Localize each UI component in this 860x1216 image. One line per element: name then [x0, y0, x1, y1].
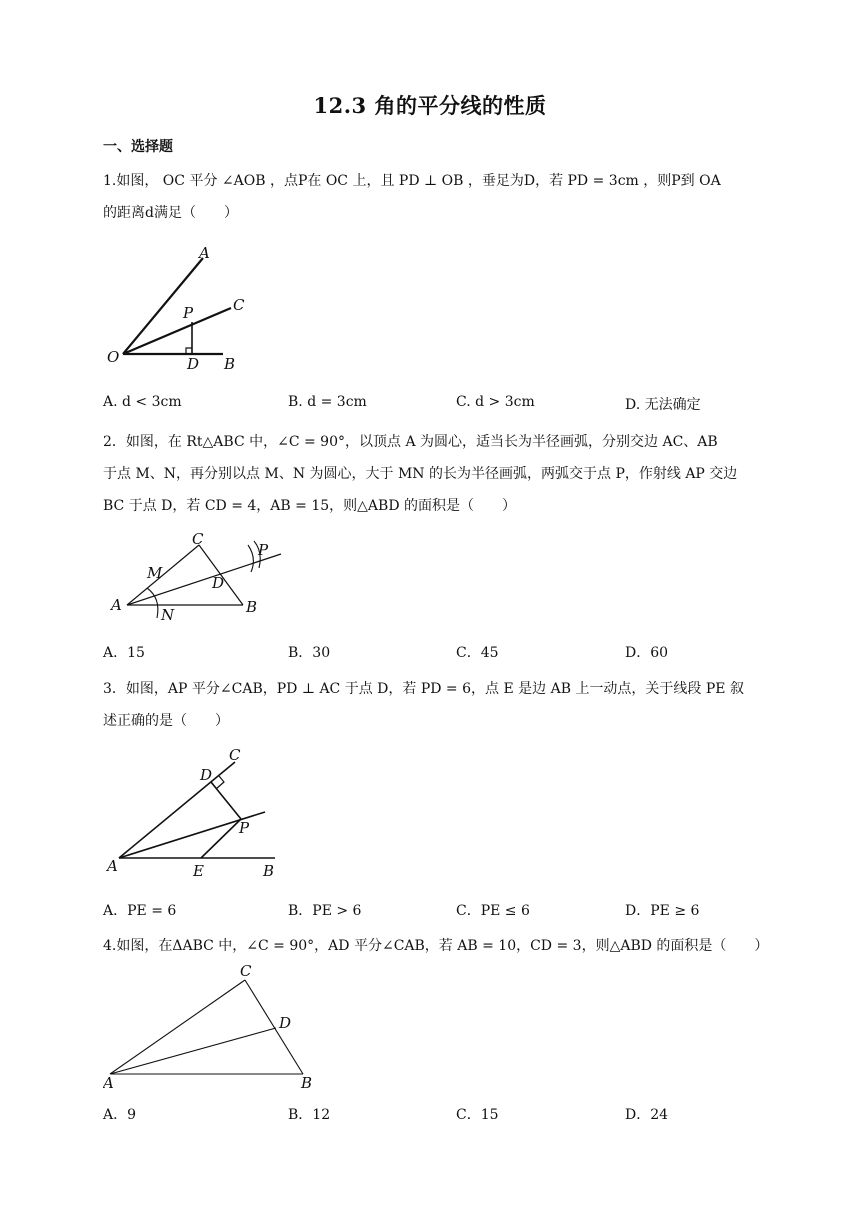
q1-label-c: C: [233, 296, 245, 314]
q2-option-c[interactable]: C．45: [456, 645, 499, 661]
question-3-figure: [103, 742, 293, 884]
question-1-figure: [103, 240, 263, 375]
question-2-stem: [103, 426, 763, 522]
question-3-options: [103, 900, 763, 922]
q1-label-p: P: [183, 304, 194, 322]
q4-option-d[interactable]: D．24: [625, 1107, 669, 1123]
q2-option-d[interactable]: D．60: [625, 645, 669, 661]
q2-label-m: M: [147, 564, 163, 582]
question-1-stem: [103, 165, 763, 229]
q1-option-d[interactable]: D. 无法确定: [625, 397, 701, 413]
question-1-line-1: 1.如图， OC 平分 ∠AOB ，点P在 OC 上，且 PD ⊥ OB ，垂足为D，若 PD = 3cm ，则P到 OA: [103, 173, 721, 189]
q2-option-a[interactable]: A．15: [103, 645, 145, 661]
q4-label-d: D: [279, 1014, 292, 1032]
q2-label-b: B: [246, 598, 258, 616]
question-2-line-1: 2．如图，在 Rt△ABC 中，∠C = 90°，以顶点 A 为圆心，适当长为半径画弧，分别交边 AC、AB: [103, 434, 718, 450]
q3-option-c[interactable]: C．PE ≤ 6: [456, 903, 530, 919]
q1-label-o: O: [107, 348, 120, 366]
q1-label-a: A: [199, 244, 210, 262]
question-3-stem: [103, 673, 763, 737]
question-4-figure: [103, 960, 333, 1094]
q1-option-b[interactable]: B. d = 3cm: [288, 394, 367, 410]
q1-option-a[interactable]: A. d < 3cm: [103, 394, 182, 410]
q2-option-b[interactable]: B．30: [288, 645, 331, 661]
question-4-stem: [103, 930, 769, 962]
q2-label-c: C: [192, 530, 204, 548]
question-3-line-2: 述正确的是（ ）: [103, 713, 229, 729]
section-heading: 一、选择题: [103, 139, 173, 155]
question-2-line-2: 于点 M、N，再分别以点 M、N 为圆心，大于 MN 的长为半径画弧，两弧交于点 P，作射线 AP 交边: [103, 466, 738, 482]
q3-label-a: A: [107, 857, 118, 875]
question-2-options: [103, 642, 763, 664]
q4-label-b: B: [301, 1074, 313, 1092]
q1-option-c[interactable]: C. d > 3cm: [456, 394, 535, 410]
q3-option-d[interactable]: D．PE ≥ 6: [625, 903, 700, 919]
question-2-line-3: BC 于点 D，若 CD = 4，AB = 15，则△ABD 的面积是（ ）: [103, 498, 516, 514]
page-title: 12.3 角的平分线的性质: [313, 93, 547, 118]
q2-label-a: A: [111, 596, 122, 614]
q1-label-d: D: [187, 355, 200, 373]
q2-label-p: P: [258, 541, 269, 559]
q3-label-c: C: [229, 746, 241, 764]
question-3-line-1: 3．如图，AP 平分∠CAB，PD ⊥ AC 于点 D，若 PD = 6，点 E 是边 AB 上一动点，关于线段 PE 叙: [103, 681, 744, 697]
q3-option-a[interactable]: A．PE = 6: [103, 903, 177, 919]
question-4-options: [103, 1104, 763, 1126]
q1-label-b: B: [224, 355, 236, 373]
q3-label-d: D: [200, 766, 213, 784]
q2-label-n: N: [161, 606, 175, 624]
q4-label-a: A: [103, 1074, 114, 1092]
q3-label-p: P: [239, 819, 250, 837]
q4-option-b[interactable]: B．12: [288, 1107, 331, 1123]
q3-label-e: E: [193, 862, 204, 880]
q2-label-d: D: [212, 574, 225, 592]
question-1-line-2: 的距离d满足（ ）: [103, 205, 238, 221]
q4-option-a[interactable]: A．9: [103, 1107, 137, 1123]
question-1-options: [103, 394, 763, 416]
question-2-figure: [103, 530, 293, 630]
q4-label-c: C: [240, 962, 252, 980]
q3-label-b: B: [263, 862, 275, 880]
q3-option-b[interactable]: B．PE > 6: [288, 903, 362, 919]
q4-option-c[interactable]: C．15: [456, 1107, 499, 1123]
question-4-line-1: 4.如图，在ΔABC 中，∠C = 90°，AD 平分∠CAB，若 AB = 10，CD = 3，则△ABD 的面积是（ ）: [103, 938, 769, 954]
